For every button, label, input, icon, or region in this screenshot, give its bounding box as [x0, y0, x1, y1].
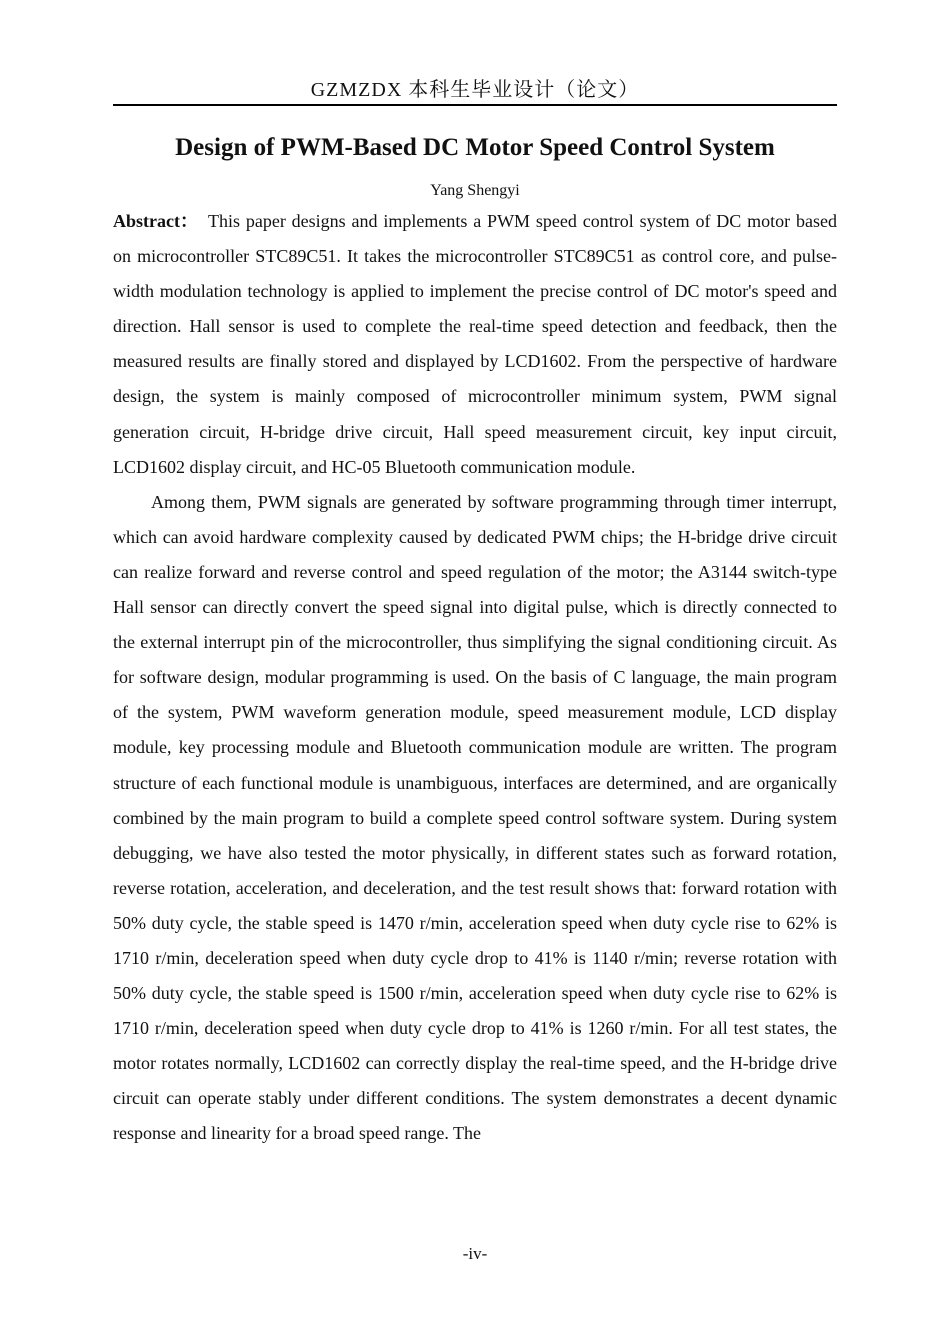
author-name: Yang Shengyi	[430, 182, 520, 199]
running-header: GZMZDX 本科生毕业设计（论文）	[310, 79, 640, 101]
header-rule	[113, 104, 837, 106]
abstract-label-separator: ：	[179, 211, 198, 231]
abstract-paragraph-2: Among them, PWM signals are generated by software programming through timer interrupt, which can avoid hardware complexity caused by dedicated PWM chips; the H-bridge drive circuit can realize forward and reverse control and speed regulation of the motor; the A3144 switch-type Hall sensor can directly convert the speed signal into digital pulse, which is directly connected to the external interrupt pin of the microcontroller, thus simplifying the signal conditioning circuit. As for software design, modular programming is used. On the basis of C language, the main program of the system, PWM waveform generation module, speed measurement module, LCD display module, key processing module and Bluetooth communication module are written. The program structure of each functional module is unambiguous, interfaces are determined, and are organically combined by the main program to build a complete speed control software system. During system debugging, we have also tested the motor physically, in different states such as forward rotation, reverse rotation, acceleration, and deceleration, and the test result shows that: forward rotation with 50% duty cycle, the stable speed is 1470 r/min, acceleration speed when duty cycle rise to 62% is 1710 r/min, deceleration speed when duty cycle drop to 41% is 1140 r/min; reverse rotation with 50% duty cycle, the stable speed is 1500 r/min, acceleration speed when duty cycle rise to 62% is 1710 r/min, deceleration speed when duty cycle drop to 41% is 1260 r/min. For all test states, the motor rotates normally, LCD1602 can correctly display the real-time speed, and the H-bridge drive circuit can operate stably under different conditions. The system demonstrates a decent dynamic response and linearity for a broad speed range. The	[113, 491, 837, 1144]
abstract-paragraph-1-text: This paper designs and implements a PWM speed control system of DC motor based on microcontroller STC89C51. It takes the microcontroller STC89C51 as control core, and pulse-width modulation technology is applied to implement the precise control of DC motor's speed and direction. Hall sensor is used to complete the real-time speed detection and feedback, then the measured results are finally stored and displayed by LCD1602. From the perspective of hardware design, the system is mainly composed of microcontroller minimum system, PWM signal generation circuit, H-bridge drive circuit, Hall speed measurement circuit, key input circuit, LCD1602 display circuit, and HC-05 Bluetooth communication module.	[113, 211, 837, 477]
page-number: -iv-	[462, 1244, 488, 1263]
abstract-label: Abstract	[113, 211, 180, 231]
paper-title: Design of PWM-Based DC Motor Speed Control System	[175, 134, 775, 161]
abstract-body	[113, 204, 837, 1152]
abstract-paragraph-1	[113, 204, 837, 485]
